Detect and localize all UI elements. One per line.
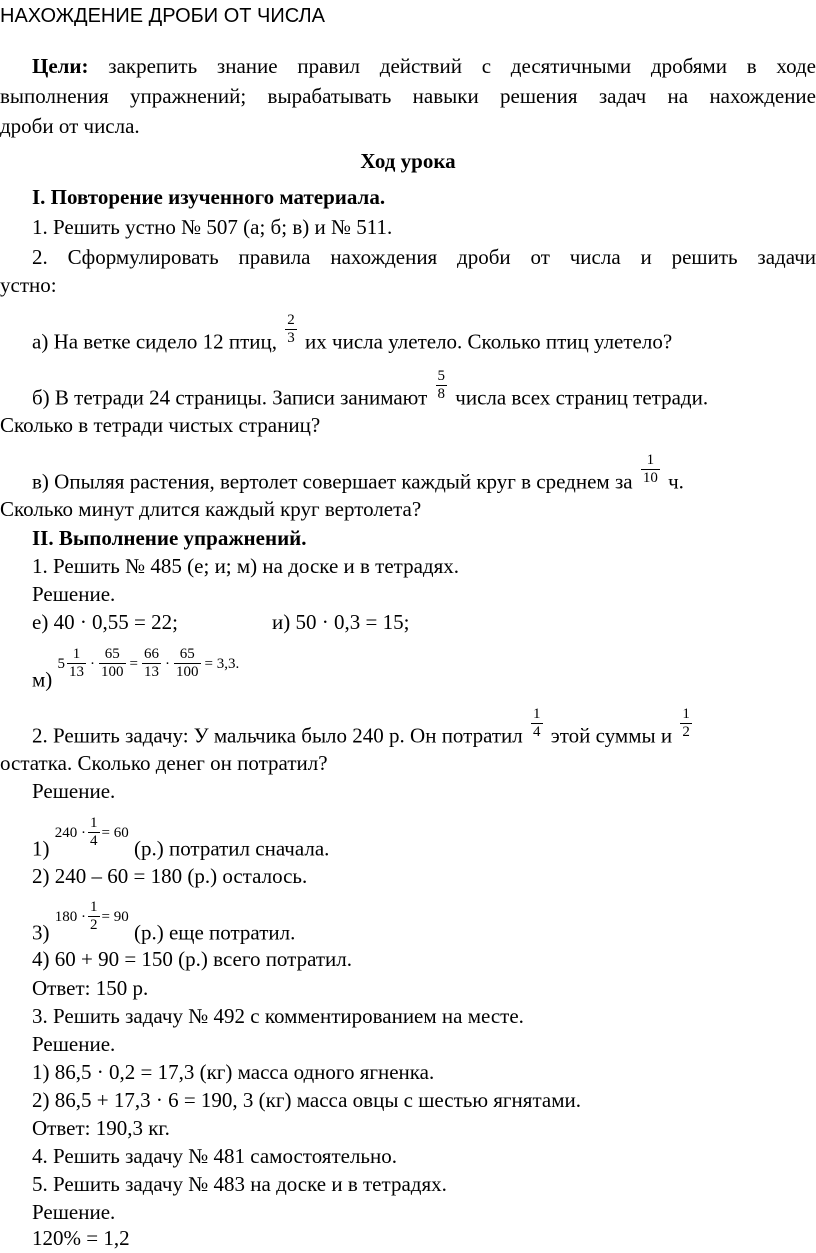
- fraction-1-4: [531, 706, 543, 741]
- fraction-den: 13: [69, 664, 85, 680]
- ex1-m: [32, 646, 816, 699]
- section2-heading: II. Выполнение упражнений.: [32, 526, 307, 550]
- goals-label: Цели:: [32, 54, 89, 78]
- fraction-den: 100: [176, 664, 199, 680]
- fraction-num: 1: [646, 452, 655, 468]
- fraction-num: 5: [437, 368, 446, 384]
- fraction-den: 10: [642, 470, 658, 486]
- step-label: 3): [32, 920, 50, 945]
- ex2-line2: остатка. Сколько денег он потратил?: [0, 751, 328, 775]
- result: = 3,3.: [204, 655, 240, 672]
- task-a: [32, 312, 816, 361]
- fraction-den: 3: [287, 330, 295, 346]
- fraction-den: 2: [90, 917, 98, 933]
- ex5-solution-label: Решение.: [32, 1200, 116, 1224]
- fraction-num: 65: [104, 646, 120, 662]
- task-b-after: числа всех страниц тетради.: [455, 385, 709, 410]
- operator-dot: ·: [165, 655, 171, 672]
- goals-line3: дроби от числа.: [0, 114, 140, 138]
- fraction-den: 4: [533, 724, 541, 740]
- operator-eq: =: [129, 655, 139, 672]
- task-a-after: их числа улетело. Сколько птиц улетело?: [305, 329, 673, 354]
- ex3-solution-label: Решение.: [32, 1032, 116, 1056]
- fraction-num: 1: [90, 815, 98, 831]
- fraction-2-3: [285, 312, 297, 347]
- step3-expression: [55, 899, 129, 934]
- task-c-line2: Сколько минут длится каждый круг вертолета?: [0, 497, 422, 521]
- ex3-answer: Ответ: 190,3 кг.: [32, 1116, 170, 1140]
- fraction-65-100: [99, 646, 126, 681]
- ex2-step4: 4) 60 + 90 = 150 (р.) всего потратил.: [32, 947, 353, 971]
- fraction-num: 1: [682, 706, 690, 722]
- page-title: НАХОЖДЕНИЕ ДРОБИ ОТ ЧИСЛА: [0, 5, 325, 27]
- fraction-num: 1: [72, 646, 81, 662]
- section1-item2-line1: 2. Сформулировать правила нахождения дроби от числа и решить задачи: [32, 245, 816, 269]
- task-b-line2: Сколько в тетради чистых страниц?: [0, 413, 321, 437]
- lesson-heading: Ход урока: [360, 149, 456, 173]
- expr-left: 180 ·: [54, 908, 86, 925]
- fraction-5-8: [436, 368, 448, 403]
- task-a-before: а) На ветке сидело 12 птиц,: [32, 329, 278, 354]
- fraction-num: 65: [179, 646, 195, 662]
- fraction-num: 2: [287, 312, 295, 328]
- expr-left: 240 ·: [54, 824, 86, 841]
- fraction-1-2: [88, 899, 100, 934]
- ex1-e: е) 40 · 0,55 = 22;: [32, 610, 178, 634]
- ex5: 5. Решить задачу № 483 на доске и в тетрадях.: [32, 1172, 447, 1196]
- step3-text: (р.) еще потратил.: [133, 920, 296, 945]
- ex1-m-label: м): [32, 667, 53, 692]
- ex3-step1: 1) 86,5 · 0,2 = 17,3 (кг) масса одного ягненка.: [32, 1060, 435, 1084]
- section1-item1: 1. Решить устно № 507 (а; б; в) и № 511.: [32, 215, 393, 239]
- fraction-den: 100: [101, 664, 124, 680]
- fraction-66-13: [142, 646, 161, 681]
- section1-item2-line2: устно:: [0, 273, 57, 297]
- expr-right: = 90: [101, 908, 129, 925]
- ex1-m-expression: [58, 646, 242, 681]
- fraction-num: 66: [144, 646, 160, 662]
- ex1: 1. Решить № 485 (е; и; м) на доске и в тетрадях.: [32, 554, 460, 578]
- ex4: 4. Решить задачу № 481 самостоятельно.: [32, 1144, 397, 1168]
- goals-text1: закрепить знание правил действий с десятичными дробями в ходе: [108, 54, 816, 78]
- expr-right: = 60: [101, 824, 129, 841]
- task-c-before: в) Опыляя растения, вертолет совершает каждый круг в среднем за: [32, 469, 633, 494]
- fraction-65-100b: [174, 646, 201, 681]
- step-label: 1): [32, 836, 50, 861]
- fraction-1-4: [88, 815, 100, 850]
- ex2-step2: 2) 240 – 60 = 180 (р.) осталось.: [32, 864, 308, 888]
- ex2-before: 2. Решить задачу: У мальчика было 240 р. Он потратил: [32, 723, 523, 748]
- ex2-middle: этой суммы и: [550, 723, 673, 748]
- fraction-num: 1: [533, 706, 541, 722]
- task-b-before: б) В тетради 24 страницы. Записи занимают: [32, 385, 428, 410]
- ex3-step2: 2) 86,5 + 17,3 · 6 = 190, 3 (кг) масса овцы с шестью ягнятами.: [32, 1088, 581, 1112]
- task-c-after: ч.: [668, 469, 684, 494]
- fraction-den: 8: [437, 386, 446, 402]
- fraction-1-13: [67, 646, 86, 681]
- ex5-line1: 120% = 1,2: [32, 1226, 130, 1250]
- fraction-den: 13: [144, 664, 160, 680]
- step1-expression: [55, 815, 129, 850]
- goals-line1: [32, 52, 816, 80]
- whole-part: 5: [57, 655, 66, 672]
- goals-line2: выполнения упражнений; вырабатывать навыки решения задач на нахождение: [0, 84, 816, 108]
- ex2-solution-label: Решение.: [32, 779, 116, 803]
- ex1-i: и) 50 · 0,3 = 15;: [272, 610, 410, 634]
- step1-text: (р.) потратил сначала.: [133, 836, 330, 861]
- operator-dot: ·: [90, 655, 96, 672]
- section1-heading: I. Повторение изученного материала.: [32, 185, 386, 209]
- fraction-1-2: [680, 706, 692, 741]
- ex2-answer: Ответ: 150 р.: [32, 976, 149, 1000]
- fraction-1-10: [641, 452, 660, 487]
- fraction-num: 1: [90, 899, 98, 915]
- fraction-den: 4: [90, 833, 98, 849]
- ex1-solution-label: Решение.: [32, 582, 116, 606]
- fraction-den: 2: [682, 724, 690, 740]
- ex3: 3. Решить задачу № 492 с комментированием на месте.: [32, 1004, 524, 1028]
